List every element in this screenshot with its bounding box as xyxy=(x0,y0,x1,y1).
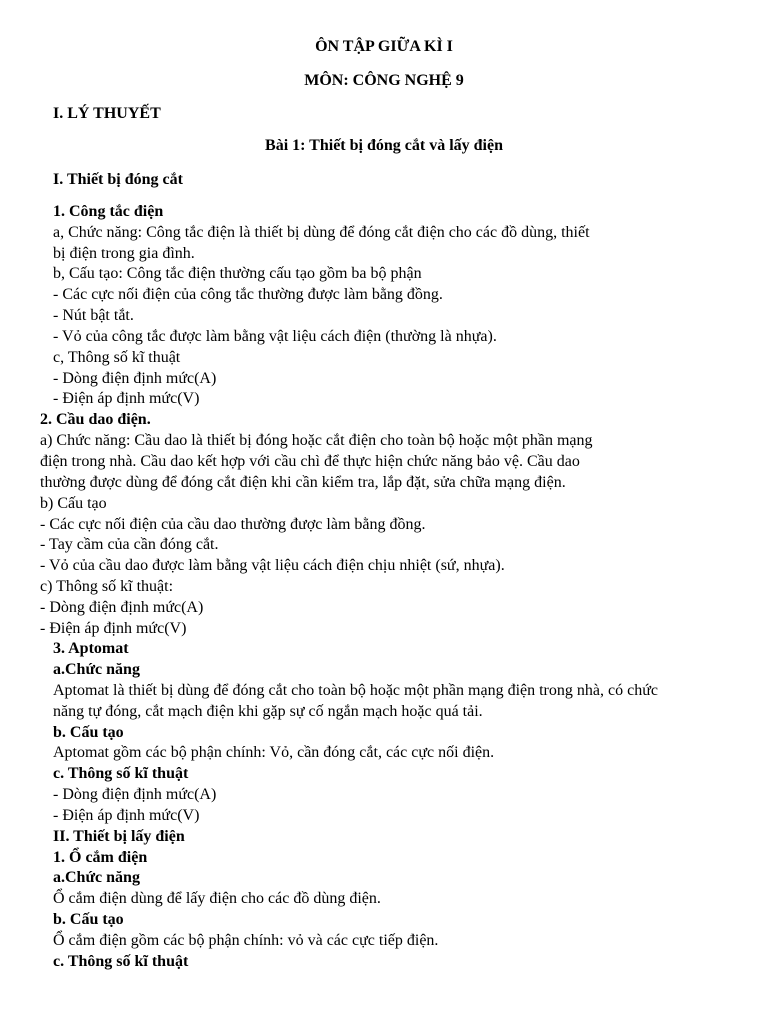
switch-line: - Vỏ của công tắc được làm bằng vật liệu cách điện (thường là nhựa). xyxy=(53,328,497,345)
knife-switch-line: - Dòng điện định mức(A) xyxy=(40,599,204,616)
knife-switch-line: a) Chức năng: Cầu dao là thiết bị đóng hoặc cắt điện cho toàn bộ hoặc một phần mạng xyxy=(40,432,593,449)
knife-switch-line: điện trong nhà. Cầu dao kết hợp với cầu chì để thực hiện chức năng bảo vệ. Cầu dao xyxy=(40,453,580,470)
aptomat-function-line: Aptomat là thiết bị dùng để đóng cắt cho toàn bộ hoặc một phần mạng điện trong nhà, có chức xyxy=(53,682,658,699)
socket-function-heading: a.Chức năng xyxy=(53,869,140,886)
subject-title: MÔN: CÔNG NGHỆ 9 xyxy=(304,72,464,89)
switch-line: bị điện trong gia đình. xyxy=(53,245,195,262)
knife-switch-line: - Tay cầm của cần đóng cắt. xyxy=(40,536,219,553)
knife-switch-line: - Các cực nối điện của cầu dao thường được làm bằng đồng. xyxy=(40,516,426,533)
aptomat-spec-line: - Điện áp định mức(V) xyxy=(53,807,200,824)
switch-line: - Điện áp định mức(V) xyxy=(53,390,200,407)
section-heading-theory: I. LÝ THUYẾT xyxy=(53,105,161,122)
lesson-title: Bài 1: Thiết bị đóng cắt và lấy điện xyxy=(265,137,503,154)
knife-switch-line: - Vỏ của cầu dao được làm bằng vật liệu cách điện chịu nhiệt (sứ, nhựa). xyxy=(40,557,505,574)
switch-line: - Nút bật tắt. xyxy=(53,307,134,324)
socket-structure-heading: b. Cấu tạo xyxy=(53,911,124,928)
aptomat-spec-line: - Dòng điện định mức(A) xyxy=(53,786,217,803)
aptomat-heading: 3. Aptomat xyxy=(53,640,129,657)
switch-line: - Các cực nối điện của công tắc thường được làm bằng đồng. xyxy=(53,286,443,303)
switch-heading: 1. Công tắc điện xyxy=(53,203,164,220)
knife-switch-line: b) Cấu tạo xyxy=(40,495,107,512)
socket-structure-line: Ổ cắm điện gồm các bộ phận chính: vỏ và các cực tiếp điện. xyxy=(53,932,439,949)
switch-line: - Dòng điện định mức(A) xyxy=(53,370,217,387)
switch-line: b, Cấu tạo: Công tắc điện thường cấu tạo gồm ba bộ phận xyxy=(53,265,422,282)
aptomat-spec-heading: c. Thông số kĩ thuật xyxy=(53,765,189,782)
knife-switch-line: - Điện áp định mức(V) xyxy=(40,620,187,637)
aptomat-structure-line: Aptomat gồm các bộ phận chính: Vỏ, cần đóng cắt, các cực nối điện. xyxy=(53,744,495,761)
socket-spec-heading: c. Thông số kĩ thuật xyxy=(53,953,189,970)
part-heading-switching-devices: I. Thiết bị đóng cắt xyxy=(53,171,183,188)
knife-switch-line: c) Thông số kĩ thuật: xyxy=(40,578,174,595)
document-title: ÔN TẬP GIỮA KÌ I xyxy=(315,38,453,55)
switch-line: c, Thông số kĩ thuật xyxy=(53,349,181,366)
section-heading-power-outlets: II. Thiết bị lấy điện xyxy=(53,828,185,845)
knife-switch-heading: 2. Cầu dao điện. xyxy=(40,411,151,428)
switch-line: a, Chức năng: Công tắc điện là thiết bị dùng để đóng cắt điện cho các đồ dùng, thiết xyxy=(53,224,590,241)
knife-switch-line: thường được dùng để đóng cắt điện khi cần kiểm tra, lắp đặt, sửa chữa mạng điện. xyxy=(40,474,566,491)
aptomat-function-line: năng tự đóng, cắt mạch điện khi gặp sự cố ngắn mạch hoặc quá tải. xyxy=(53,703,483,720)
socket-function-line: Ổ cắm điện dùng để lấy điện cho các đồ dùng điện. xyxy=(53,890,381,907)
aptomat-structure-heading: b. Cấu tạo xyxy=(53,724,124,741)
aptomat-function-heading: a.Chức năng xyxy=(53,661,140,678)
socket-heading: 1. Ổ cắm điện xyxy=(53,849,148,866)
